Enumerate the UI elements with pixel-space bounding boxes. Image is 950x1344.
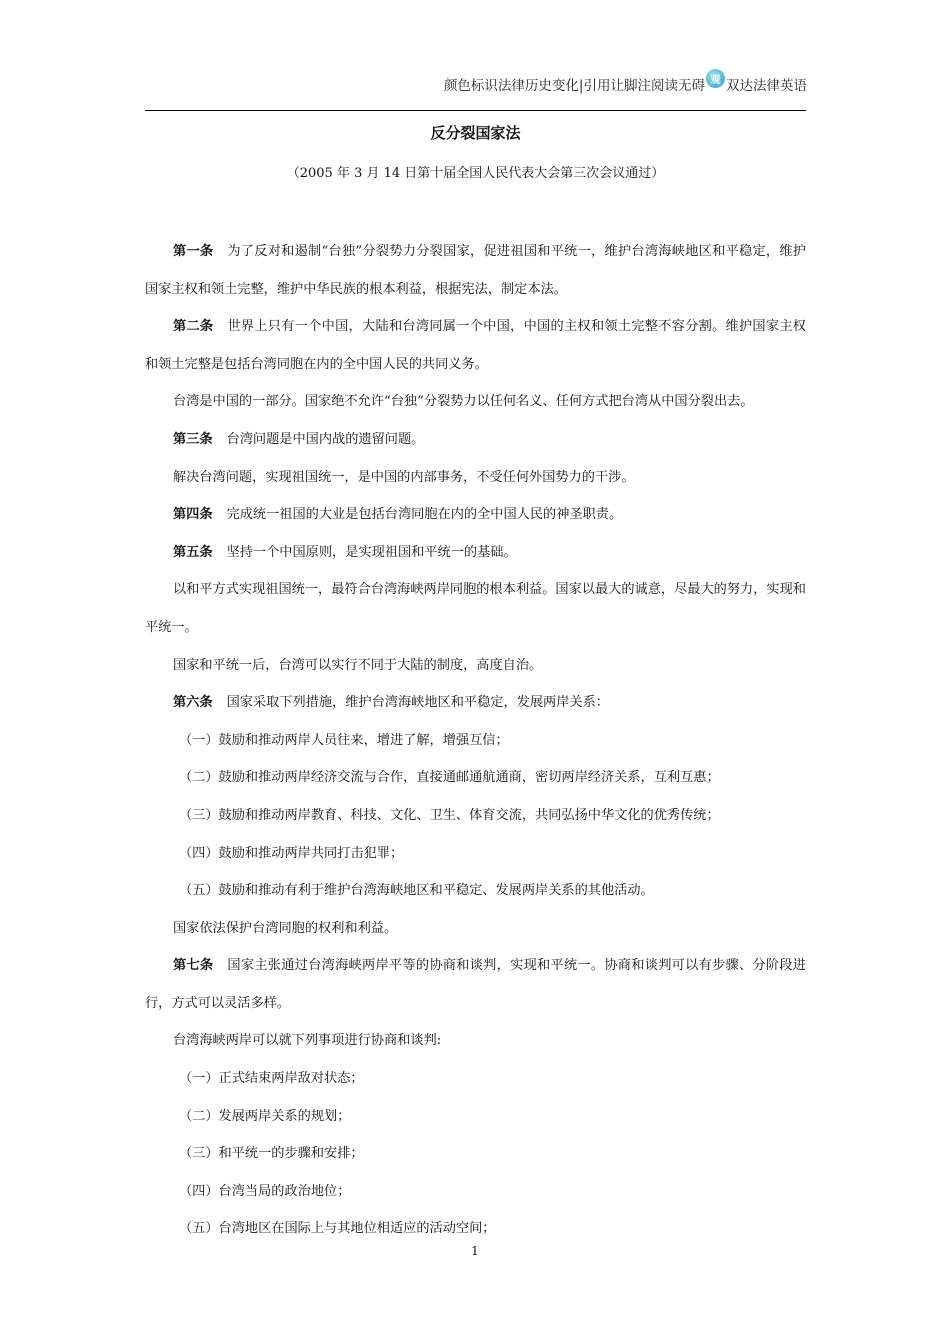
article-label: 第二条 (173, 319, 214, 335)
article-paragraph: 以和平方式实现祖国统一，最符合台湾海峡两岸同胞的根本利益。国家以最大的诚意，尽最大的努力，实现和平统一。 (145, 582, 806, 635)
list-item: （二）发展两岸关系的规划； (179, 1108, 351, 1124)
article-4 (145, 496, 806, 534)
article-paragraph: 国家依法保护台湾同胞的权利和利益。 (173, 920, 398, 936)
article-text: 国家采取下列措施，维护台湾海峡地区和平稳定，发展两岸关系： (226, 695, 609, 711)
list-item: （四）台湾当局的政治地位； (179, 1183, 351, 1199)
article-1 (145, 233, 806, 308)
article-text: 为了反对和遏制“台独”分裂势力分裂国家，促进祖国和平统一，维护台湾海峡地区和平稳定，维护国家主权和领土完整，维护中华民族的根本利益，根据宪法，制定本法。 (145, 244, 807, 297)
list-item: （五）鼓励和推动有利于维护台湾海峡地区和平稳定、发展两岸关系的其他活动。 (179, 883, 654, 899)
header-tagline-right: 双达法律英语 (726, 78, 807, 94)
document-subtitle: （2005 年 3 月 14 日第十届全国人民代表大会第三次会议通过） (286, 166, 665, 181)
header-rule (145, 110, 806, 111)
article-label: 第四条 (173, 507, 213, 523)
article-label: 第一条 (173, 244, 214, 259)
document-title: 反分裂国家法 (430, 124, 521, 142)
article-label: 第六条 (173, 695, 213, 711)
list-item: （一）正式结束两岸敌对状态； (179, 1071, 364, 1087)
article-label: 第五条 (173, 544, 213, 560)
list-item: （五）台湾地区在国际上与其地位相适应的活动空间； (179, 1221, 496, 1237)
list-item: （四）鼓励和推动两岸共同打击犯罪； (179, 845, 404, 861)
article-2 (145, 308, 806, 383)
article-text: 世界上只有一个中国，大陆和台湾同属一个中国，中国的主权和领土完整不容分割。维护国家主权和领土完整是包括台湾同胞在内的全中国人民的共同义务。 (145, 319, 806, 372)
list-item: （三）鼓励和推动两岸教育、科技、文化、卫生、体育交流，共同弘扬中华文化的优秀传统； (179, 807, 720, 823)
header-tagline-left: 颜色标识法律历史变化|引用让脚注阅读无碍 (443, 78, 705, 94)
article-paragraph: 台湾海峡两岸可以就下列事项进行协商和谈判: (173, 1033, 442, 1049)
article-text: 国家主张通过台湾海峡两岸平等的协商和谈判，实现和平统一。协商和谈判可以有步骤、分阶段进行，方式可以灵活多样。 (145, 958, 806, 1011)
article-5 (145, 534, 806, 572)
list-item: （三）和平统一的步骤和安排； (179, 1146, 364, 1162)
article-text: 台湾问题是中国内战的遗留问题。 (226, 431, 425, 447)
article-label: 第七条 (173, 958, 214, 974)
shuangda-logo-icon: 观 (706, 69, 725, 88)
article-paragraph: 解决台湾问题，实现祖国统一，是中国的内部事务，不受任何外国势力的干涉。 (173, 469, 635, 485)
article-paragraph: 国家和平统一后，台湾可以实行不同于大陆的制度，高度自治。 (173, 657, 543, 673)
page-number: 1 (471, 1244, 479, 1258)
article-text: 坚持一个中国原则，是实现祖国和平统一的基础。 (226, 544, 517, 560)
article-3 (145, 421, 806, 459)
article-paragraph: 台湾是中国的一部分。国家绝不允许“台独”分裂势力以任何名义、任何方式把台湾从中国分裂出去。 (173, 394, 754, 410)
list-item: （二）鼓励和推动两岸经济交流与合作，直接通邮通航通商，密切两岸经济关系，互利互惠； (179, 770, 720, 786)
page-header (444, 72, 807, 96)
article-label: 第三条 (173, 431, 213, 447)
article-text: 完成统一祖国的大业是包括台湾同胞在内的全中国人民的神圣职责。 (226, 507, 623, 523)
article-7 (145, 947, 806, 1022)
list-item: （一）鼓励和推动两岸人员往来，增进了解，增强互信； (179, 732, 509, 748)
document-body (145, 233, 806, 1248)
article-6 (145, 684, 806, 722)
